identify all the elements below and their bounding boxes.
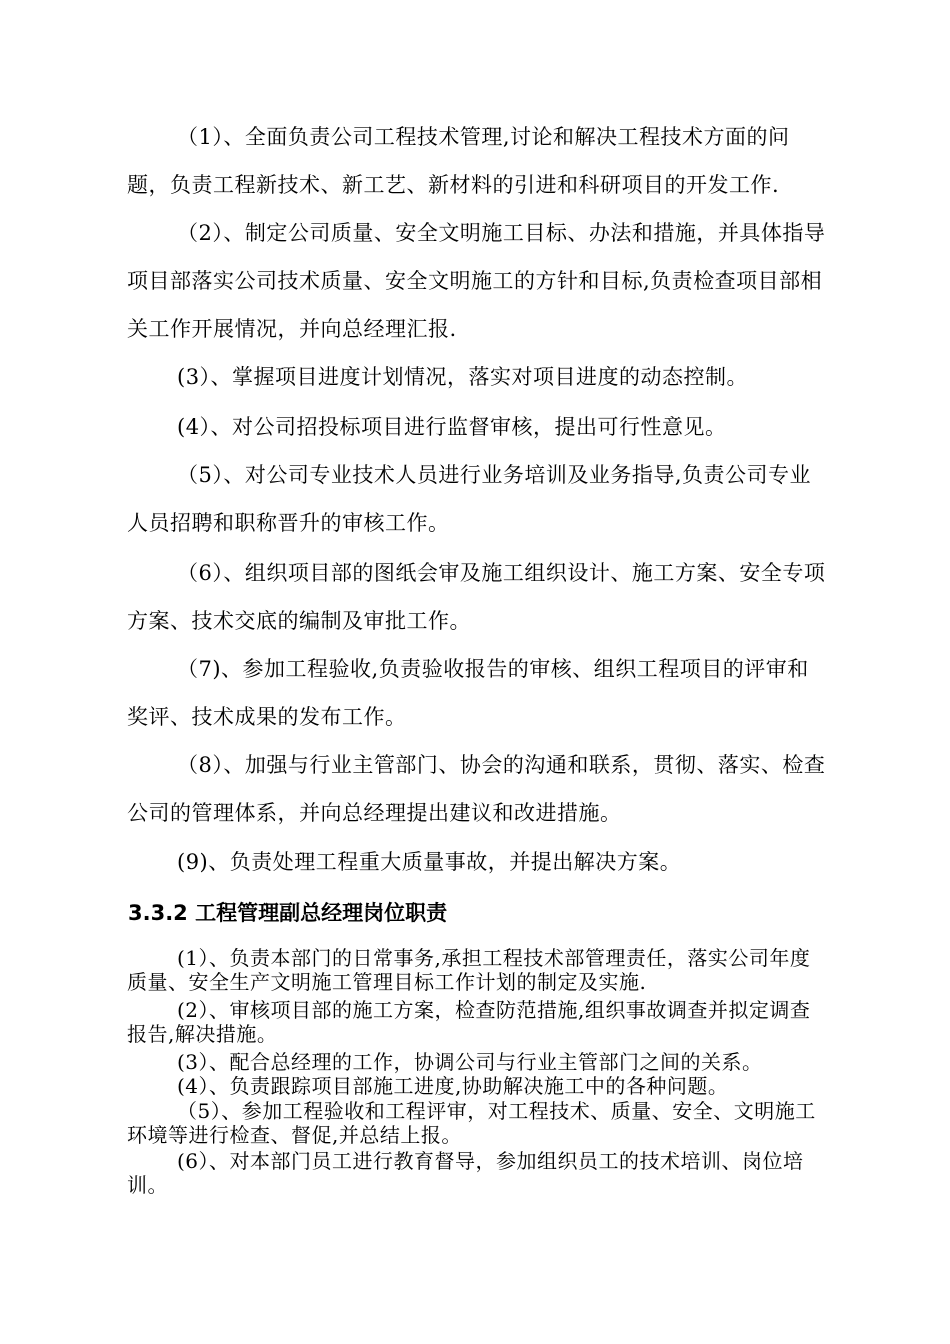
paragraph-item-1: (1）、负责本部门的日常事务,承担工程技术部管理责任，落实公司年度质量、安全生产文明施工管理目标工作计划的制定及实施.	[127, 946, 811, 994]
paragraph-item-6: （6）、组织项目部的图纸会审及施工组织设计、施工方案、安全专项方案、技术交底的编制及审批工作。	[127, 561, 826, 633]
paragraph-item-5: （5）、参加工程验收和工程评审，对工程技术、质量、安全、文明施工环境等进行检查、督促,并总结上报。	[127, 1099, 816, 1147]
paragraph-item-5: （5）、对公司专业技术人员进行业务培训及业务指导,负责公司专业人员招聘和职称晋升的审核工作。	[127, 463, 812, 535]
paragraph-item-7: （7)、参加工程验收,负责验收报告的审核、组织工程项目的评审和奖评、技术成果的发布工作。	[127, 657, 809, 729]
paragraph-item-1: （1）、全面负责公司工程技术管理,讨论和解决工程技术方面的问题，负责工程新技术、新工艺、新材料的引进和科研项目的开发工作.	[127, 125, 790, 197]
section-heading: 3.3.2 工程管理副总经理岗位职责	[128, 901, 448, 925]
paragraph-item-9: (9)、负责处理工程重大质量事故，并提出解决方案。	[177, 850, 682, 874]
paragraph-item-2: (2）、审核项目部的施工方案，检查防范措施,组织事故调查并拟定调查报告,解决措施。	[127, 998, 811, 1046]
paragraph-item-8: （8）、加强与行业主管部门、协会的沟通和联系，贯彻、落实、检查公司的管理体系，并向总经理提出建议和改进措施。	[127, 753, 826, 825]
paragraph-item-4: (4）、对公司招投标项目进行监督审核，提出可行性意见。	[177, 415, 727, 439]
paragraph-item-6: (6）、对本部门员工进行教育督导，参加组织员工的技术培训、岗位培训。	[127, 1149, 804, 1197]
paragraph-item-4: (4）、负责跟踪项目部施工进度,协助解决施工中的各种问题。	[177, 1074, 729, 1098]
paragraph-item-3: (3）、掌握项目进度计划情况，落实对项目进度的动态控制。	[177, 365, 749, 389]
paragraph-item-3: (3）、配合总经理的工作，协调公司与行业主管部门之间的关系。	[177, 1050, 763, 1074]
paragraph-item-2: （2）、制定公司质量、安全文明施工目标、办法和措施，并具体指导项目部落实公司技术质量、安全文明施工的方针和目标,负责检查项目部相关工作开展情况，并向总经理汇报.	[127, 221, 826, 341]
